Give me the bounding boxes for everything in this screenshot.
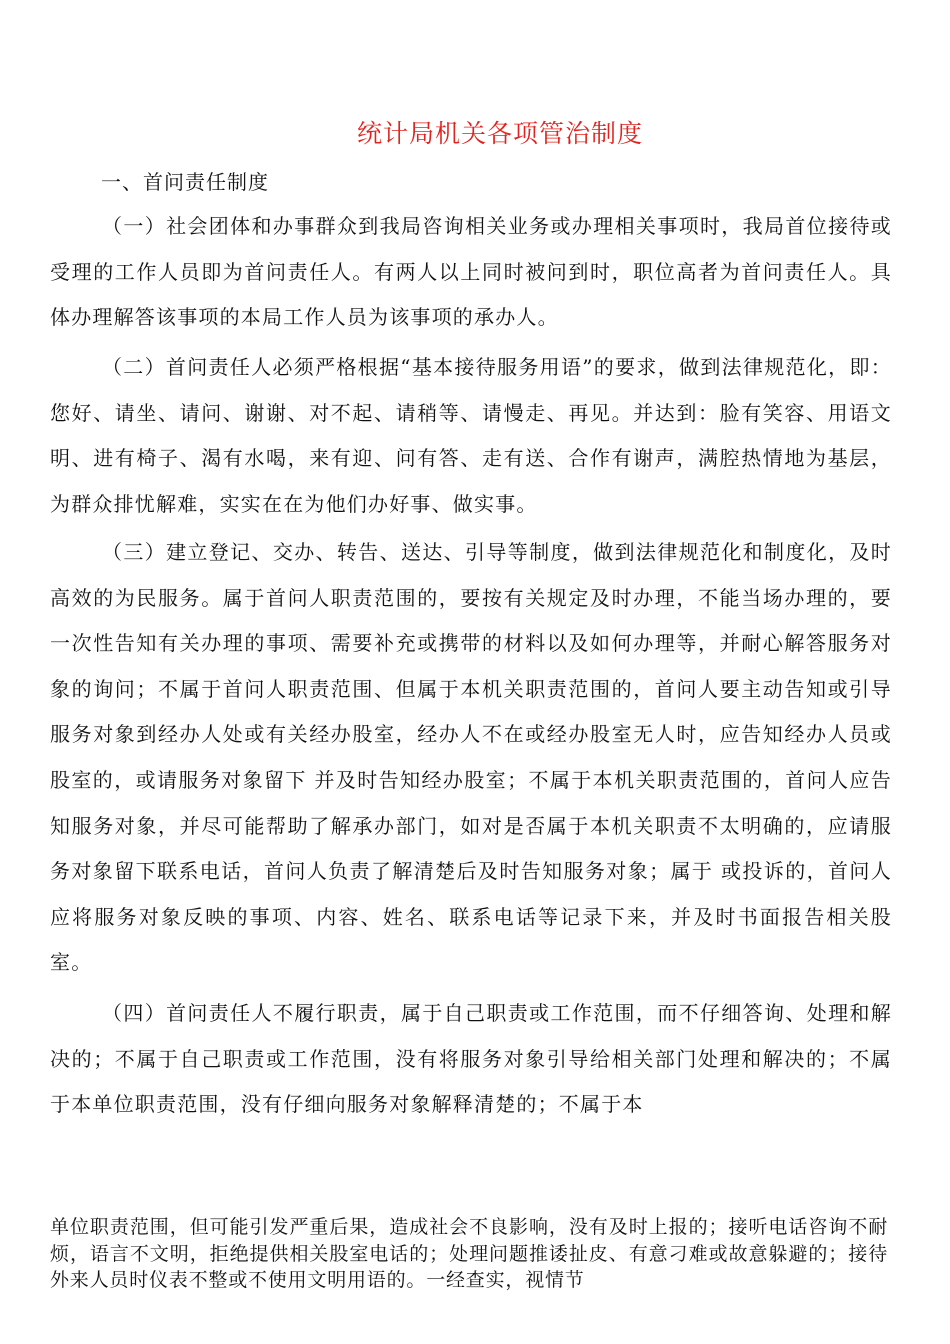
paragraph-3: （三）建立登记、交办、转告、送达、引导等制度，做到法律规范化和制度化，及时高效的为民服务。属于首问人职责范围的，要按有关规定及时办理，不能当场办理的，要一次性告知有关办理的事项、需要补充或携带的材料以及如何办理等，并耐心解答服务对象的询问；不属于首问人职责范围、但属于本机关职责范围的，首问人要主动告知或引导服务对象到经办人处或有关经办股室，经办人不在或经办股室无人时，应告知经办人员或股室的，或请服务对象留下 并及时告知经办股室；不属于本机关职责范围的，首问人应告知服务对象，并尽可能帮助了解承办部门，如对是否属于本机关职责不太明确的，应请服务对象留下联系电话，首问人负责了解清楚后及时告知服务对象；属于 或投诉的，首问人应将服务对象反映的事项、内容、姓名、联系电话等记录下来，并及时书面报告相关股室。: [50, 540, 892, 975]
continued-text: 单位职责范围，但可能引发严重后果，造成社会不良影响，没有及时上报的；接听电话咨询不耐烦，语言不文明，拒绝提供相关股室电话的；处理问题推诿扯皮、有意刁难或故意躲避的；接待外来人员时仪表不整或不使用文明用语的。一经查实，视情节: [50, 1216, 888, 1291]
paragraph-1: （一）社会团体和办事群众到我局咨询相关业务或办理相关事项时，我局首位接待或受理的工作人员即为首问责任人。有两人以上同时被问到时，职位高者为首问责任人。具体办理解答该事项的本局工作人员为该事项的承办人。: [50, 214, 892, 330]
paragraph-4: （四）首问责任人不履行职责，属于自己职责或工作范围，而不仔细答询、处理和解决的；不属于自己职责或工作范围，没有将服务对象引导给相关部门处理和解决的；不属于本单位职责范围，没有仔细向服务对象解释清楚的；不属于本: [50, 1001, 892, 1117]
section-heading: 一、首问责任制度: [101, 170, 269, 194]
document-title: 统计局机关各项管治制度: [356, 119, 643, 148]
paragraph-2: （二）首问责任人必须严格根据“基本接待服务用语”的要求，做到法律规范化，即：您好、请坐、请问、谢谢、对不起、请稍等、请慢走、再见。并达到：脸有笑容、用语文明、进有椅子、渴有水喝，来有迎、问有答、走有送、合作有谢声，满腔热情地为基层，为群众排忧解难，实实在在为他们办好事、做实事。: [50, 355, 892, 516]
